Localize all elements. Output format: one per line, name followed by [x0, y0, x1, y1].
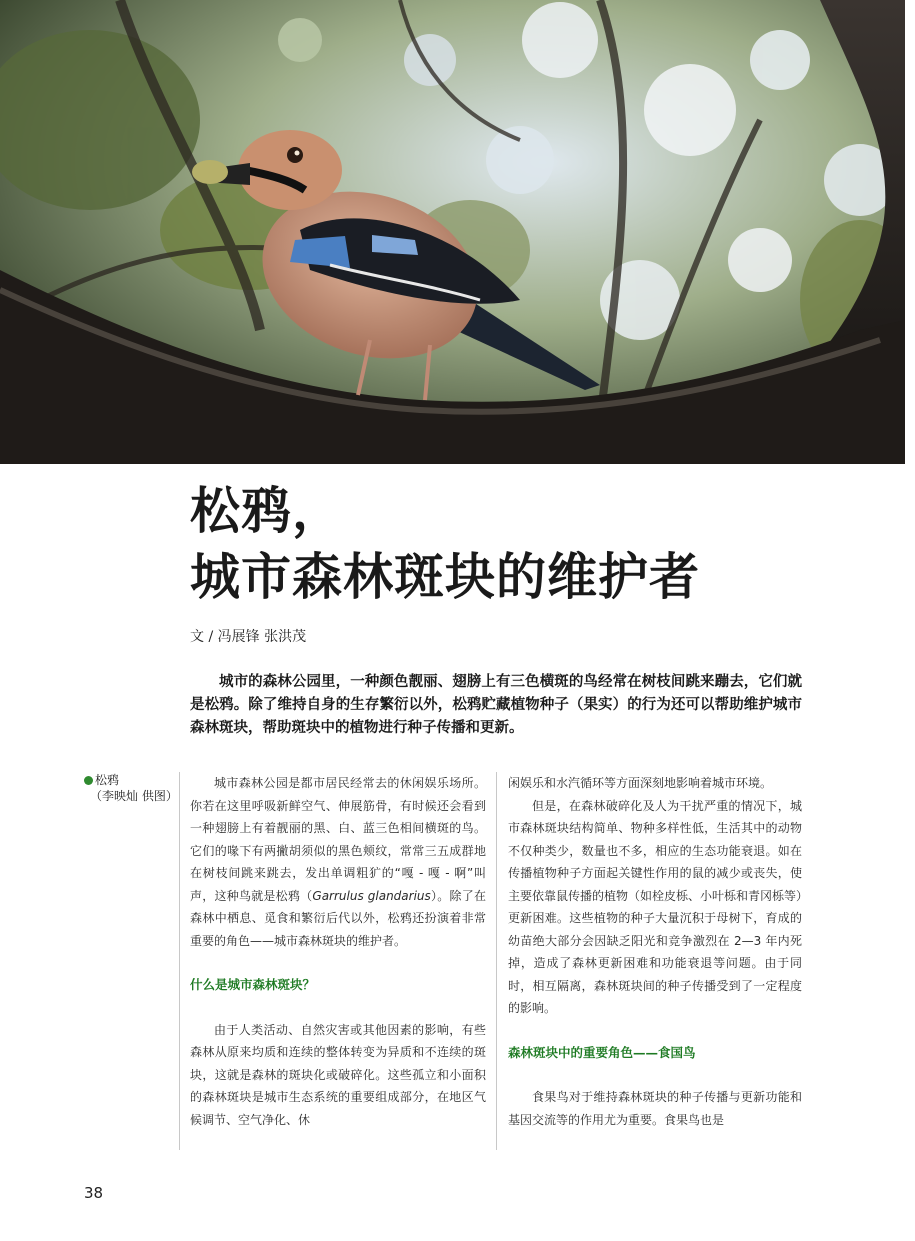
- body-column-2: [508, 772, 802, 1150]
- page-number: 38: [84, 1184, 104, 1202]
- body-column-1: [190, 772, 486, 1150]
- caption-credit: （李映灿 供图）: [90, 789, 178, 803]
- body-paragraph: [190, 772, 486, 952]
- title-line-1: 松鸦，: [190, 482, 343, 540]
- paragraph-text: 城市森林公园是都市居民经常去的休闲娱乐场所。你若在这里呼吸新鲜空气、伸展筋骨，有时候还会看到一种翅膀上有着靓丽的黑、白、蓝三色相间横斑的鸟。它们的喙下有两撇胡须似的黑色颊纹，常常三五成群地在树枝间跳来跳去，发出单调粗犷的“嘎 - 嘎 - 啊”叫声，这种鸟就是松鸦（: [190, 776, 486, 903]
- section-heading: 森林斑块中的重要角色——食国鸟: [508, 1044, 696, 1060]
- bullet-dot-icon: [84, 776, 93, 785]
- article-title: [190, 478, 700, 610]
- body-paragraph: 闲娱乐和水汽循环等方面深刻地影响着城市环境。: [508, 776, 773, 790]
- caption-title: 松鸦: [95, 773, 120, 787]
- body-paragraph: 但是，在森林破碎化及人为干扰严重的情况下，城市森林斑块结构简单、物种多样性低，生活其中的动物不仅种类少，数量也不多，相应的生态功能衰退。如在传播植物种子方面起关键性作用的鼠的减少或丧失，使主要依靠鼠传播的植物（如栓皮栎、小叶栎和青冈栎等）更新困难。这些植物的种子大量沉积于母树下，育成的幼苗绝大部分会因缺乏阳光和竞争激烈在 2—3 年内死掉，造成了森林更新困难和功能衰退等问题。由于同时，相互隔离，森林斑块间的种子传播受到了一定程度的影响。: [508, 798, 802, 1015]
- photo-caption: [84, 772, 178, 804]
- title-line-2: 城市森林斑块的维护者: [190, 548, 700, 606]
- section-heading: 什么是城市森林斑块？: [190, 977, 316, 992]
- column-divider-left: [179, 772, 180, 1150]
- jay-photo-illustration: [0, 0, 905, 464]
- latin-name: Garrulus glandarius: [312, 888, 431, 903]
- body-paragraph: 由于人类活动、自然灾害或其他因素的影响，有些森林从原来均质和连续的整体转变为异质和不连续的斑块，这就是森林的斑块化或破碎化。这些孤立和小面积的森林斑块是城市生态系统的重要组成部分，在地区气候调节、空气净化、休: [190, 1022, 486, 1127]
- paragraph-text: ）。除了在森林中栖息、觅食和繁衍后代以外，松鸦还扮演着非常重要的角色——城市森林斑块的维护者。: [190, 888, 486, 948]
- column-divider-middle: [496, 772, 497, 1150]
- body-paragraph: 食果鸟对于维持森林斑块的种子传播与更新功能和基因交流等的作用尤为重要。食果鸟也是: [508, 1090, 802, 1127]
- lede-paragraph: 城市的森林公园里，一种颜色靓丽、翅膀上有三色横斑的鸟经常在树枝间跳来蹦去，它们就是松鸦。除了维持自身的生存繁衍以外，松鸦贮藏植物种子（果实）的行为还可以帮助维护城市森林斑块，帮助斑块中的植物进行种子传播和更新。: [190, 673, 802, 736]
- hero-photo: [0, 0, 905, 464]
- byline: 文 / 冯展锋 张洪茂: [190, 629, 307, 645]
